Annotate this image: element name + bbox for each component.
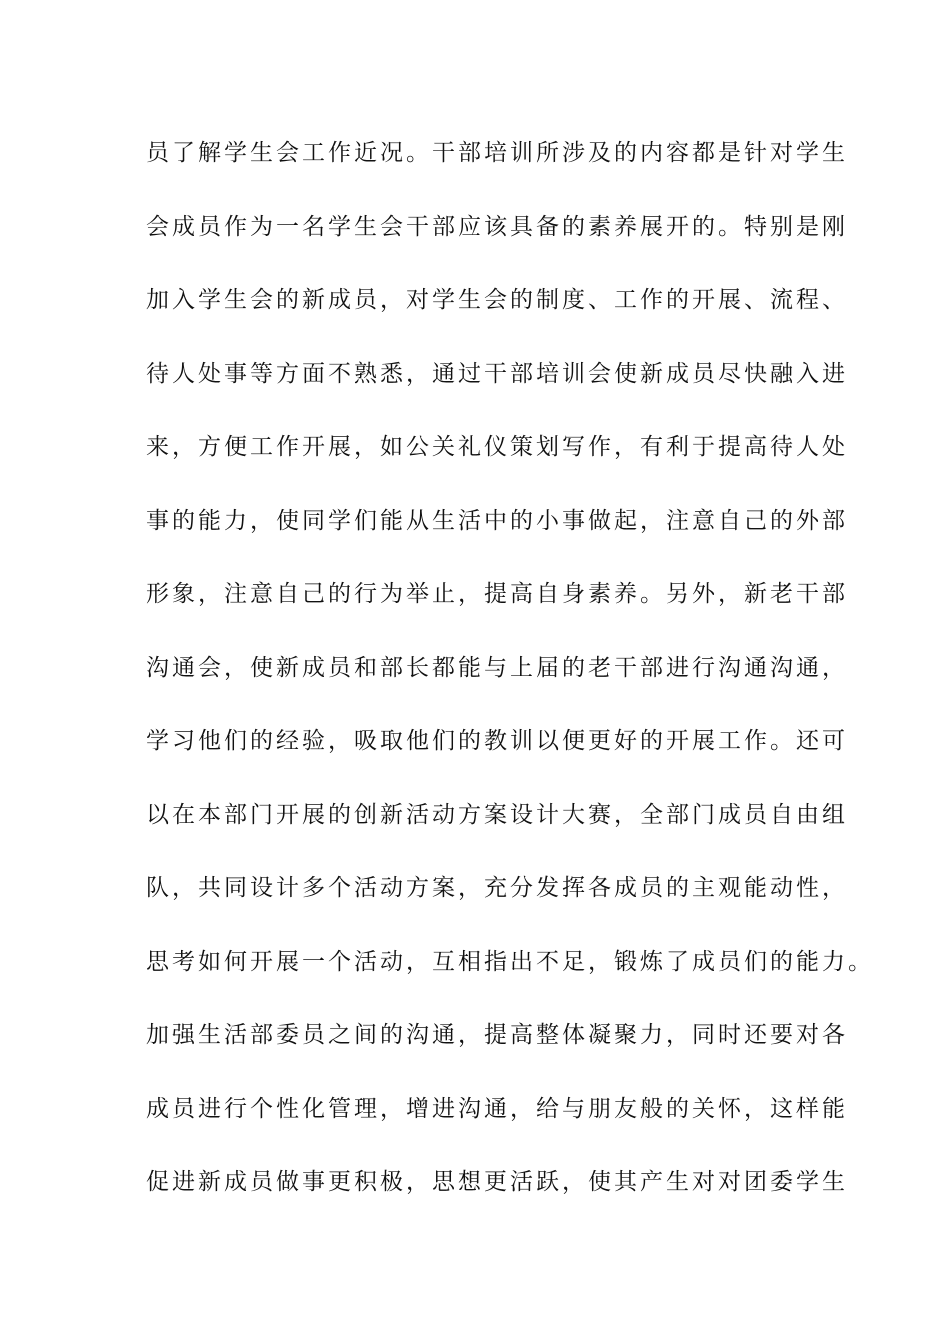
text-line: 待人处事等方面不熟悉，通过干部培训会使新成员尽快融入进	[146, 360, 848, 387]
text-line: 学习他们的经验，吸取他们的教训以便更好的开展工作。还可	[146, 728, 848, 754]
text-line: 以在本部门开展的创新活动方案设计大赛，全部门成员自由组	[146, 801, 848, 828]
text-line: 事的能力，使同学们能从生活中的小事做起，注意自己的外部	[146, 507, 848, 534]
text-line: 来，方便工作开展，如公关礼仪策划写作，有利于提高待人处	[146, 434, 848, 460]
text-line: 加强生活部委员之间的沟通，提高整体凝聚力，同时还要对各	[146, 1022, 848, 1048]
text-line: 会成员作为一名学生会干部应该具备的素养展开的。特别是刚	[146, 213, 848, 240]
text-line: 促进新成员做事更积极，思想更活跃，使其产生对对团委学生	[146, 1169, 848, 1195]
text-line: 沟通会，使新成员和部长都能与上届的老干部进行沟通沟通，	[146, 654, 848, 681]
body-text	[146, 132, 874, 1235]
text-line: 员了解学生会工作近况。干部培训所涉及的内容都是针对学生	[146, 140, 848, 166]
text-line: 成员进行个性化管理，增进沟通，给与朋友般的关怀，这样能	[146, 1095, 848, 1122]
text-line: 思考如何开展一个活动，互相指出不足，锻炼了成员们的能力。	[146, 948, 874, 975]
text-line: 形象，注意自己的行为举止，提高自身素养。另外，新老干部	[146, 581, 848, 607]
text-line: 队，共同设计多个活动方案，充分发挥各成员的主观能动性，	[146, 875, 848, 901]
text-line: 加入学生会的新成员，对学生会的制度、工作的开展、流程、	[146, 287, 848, 313]
